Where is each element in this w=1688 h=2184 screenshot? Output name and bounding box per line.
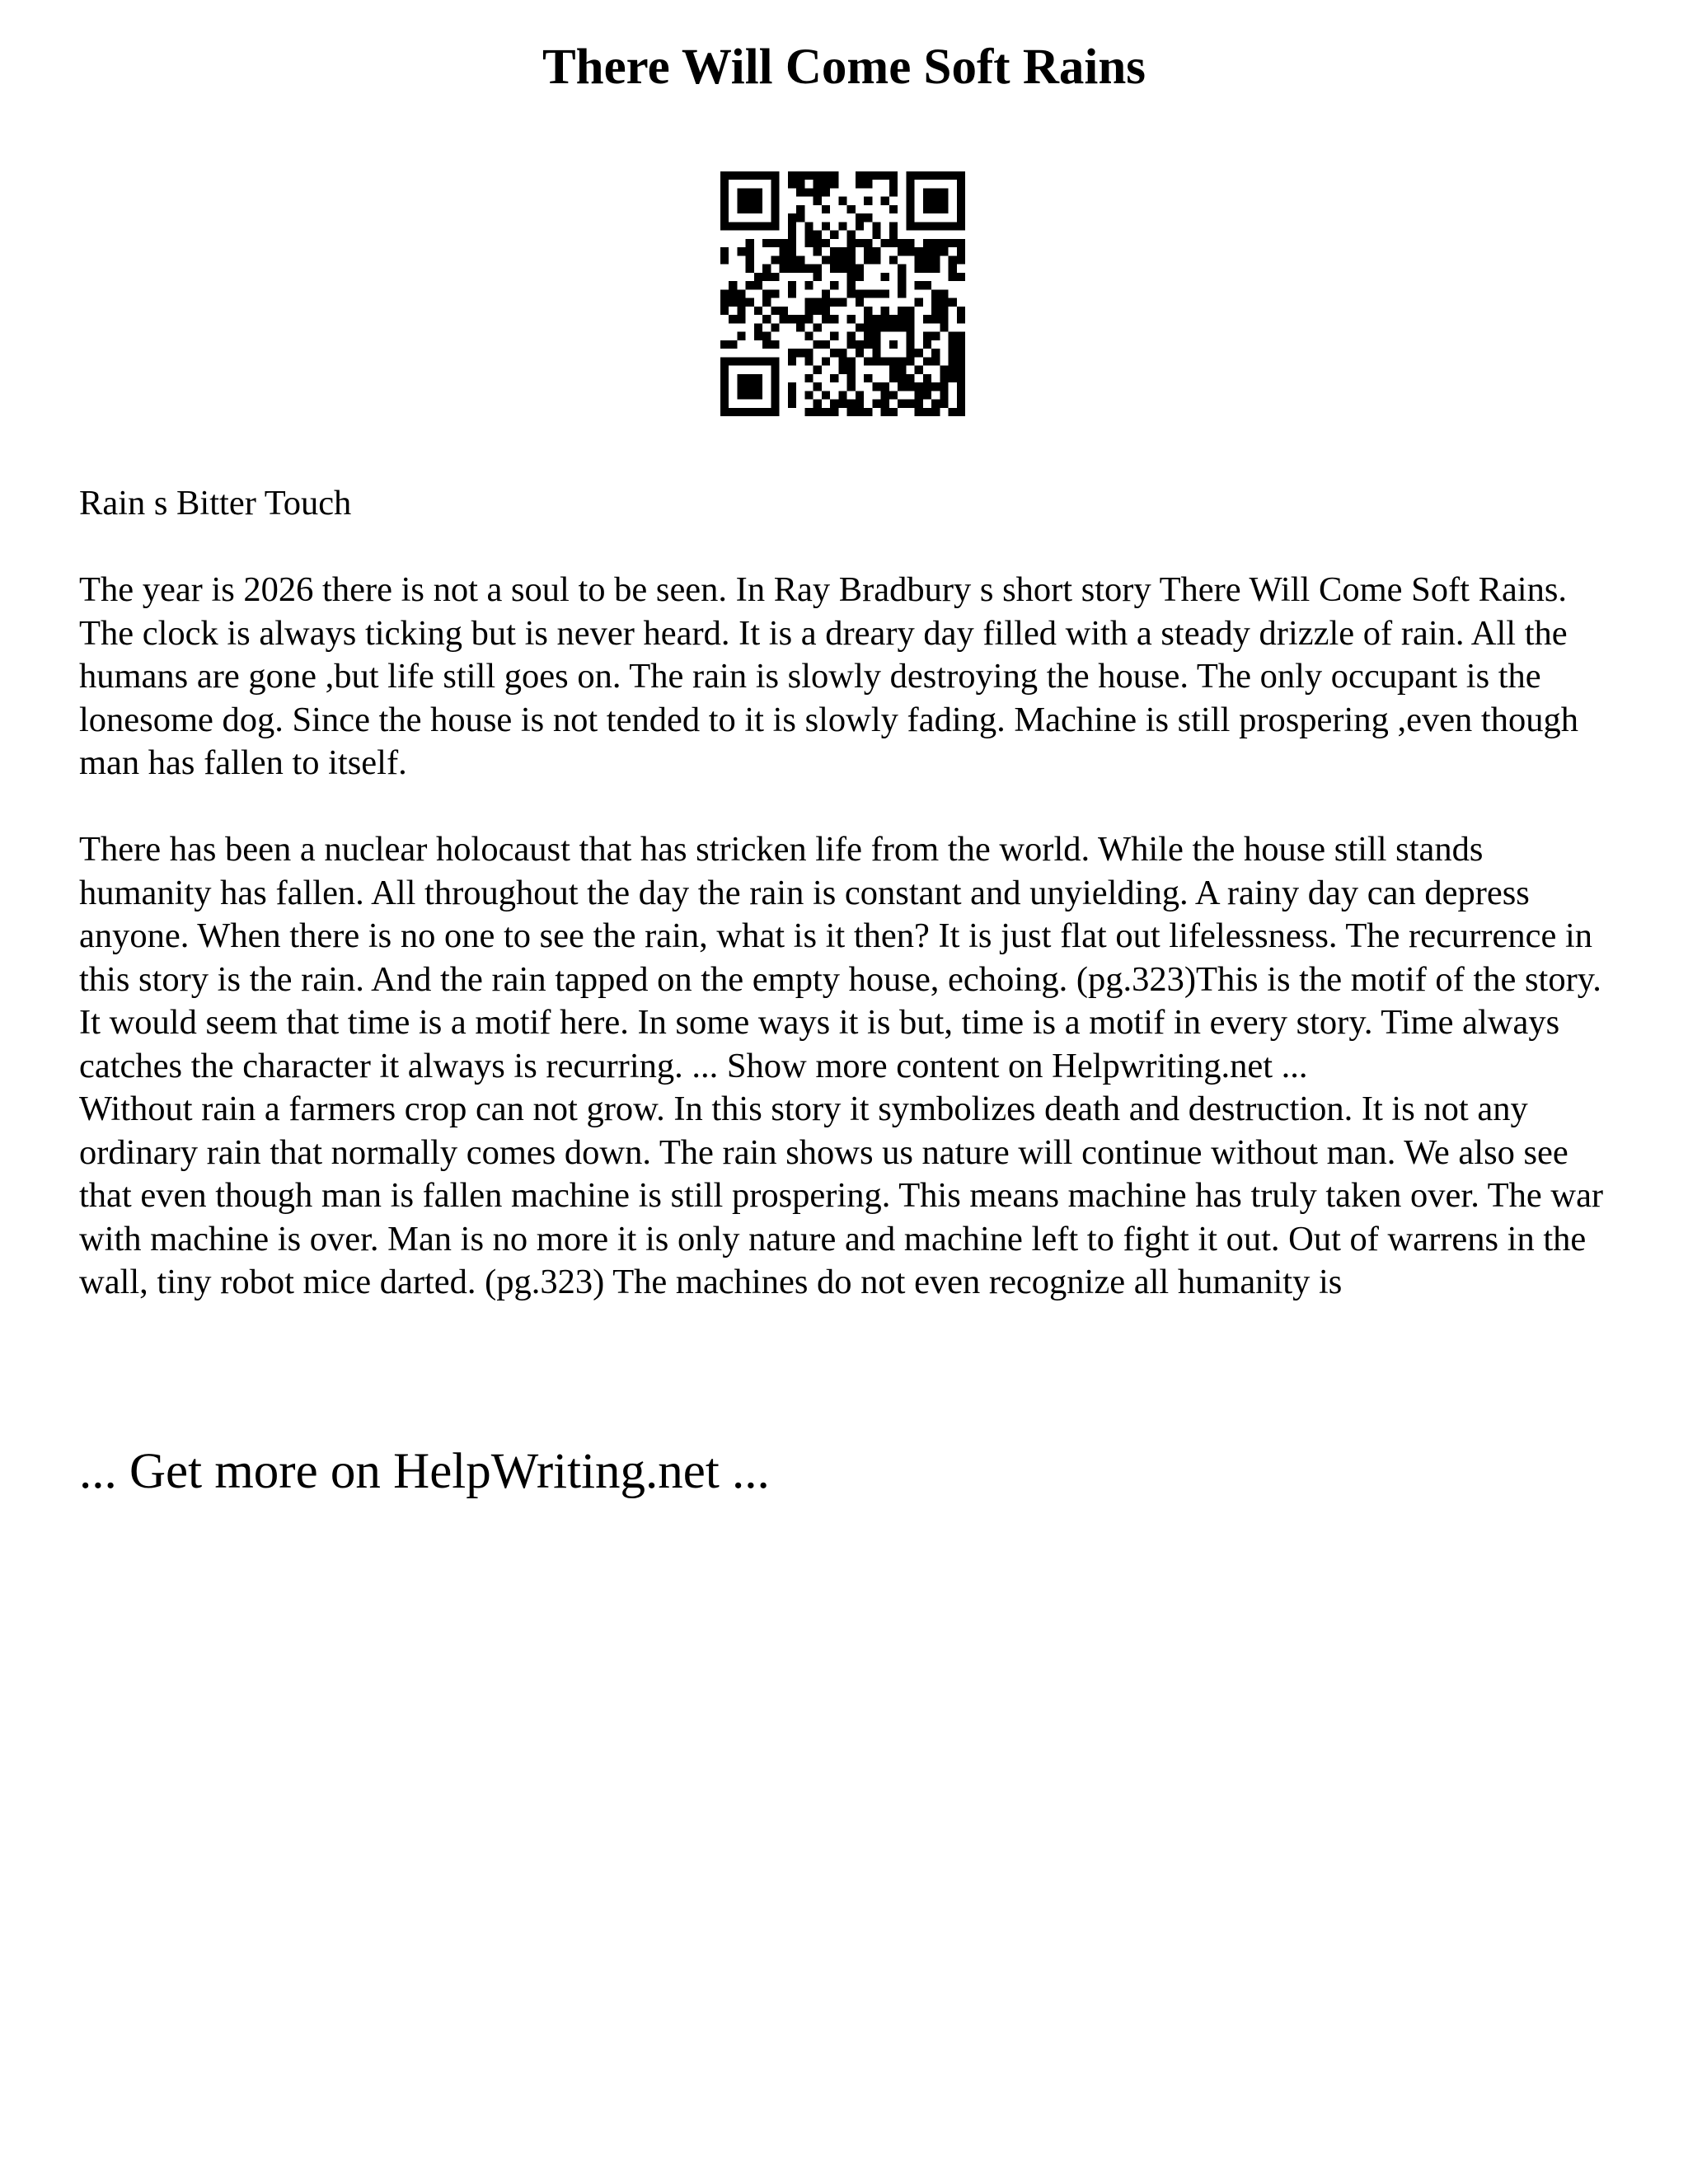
qr-code-icon [720, 171, 965, 416]
helpwriting-link[interactable]: ... Get more on HelpWriting.net ... [79, 1444, 770, 1499]
paragraph-3: Without rain a farmers crop can not grow. In this story it symbolizes death and destruction. It is not any ordinary rain that normally comes down. The rain shows us nature will continue without man. We also see that even though man is fallen machine is still prospering. This means machine has truly taken over. The war with machine is over. Man is no more it is only nature and machine left to fight it out. Out of warrens in the wall, tiny robot mice darted. (pg.323) The machines do not even recognize all humanity is [79, 1090, 1604, 1301]
document-title: There Will Come Soft Rains [542, 40, 1146, 95]
paragraph-1: The year is 2026 there is not a soul to be seen. In Ray Bradbury s short story There Will Come Soft Rains. The clock is always ticking but is never heard. It is a dreary day filled with a steady drizzle of rain. All the humans are gone ,but life still goes on. The rain is slowly destroying the house. The only occupant is the lonesome dog. Since the house is not tended to it is slowly fading. Machine is still prospering ,even though man has fallen to itself. [79, 570, 1578, 782]
subtitle: Rain s Bitter Touch [79, 484, 352, 523]
document-body [79, 482, 1620, 1305]
paragraph-2: There has been a nuclear holocaust that has stricken life from the world. While the house still stands humanity has fallen. All throughout the day the rain is constant and unyielding. A rainy day can depress anyone. When there is no one to see the rain, what is it then? It is just flat out lifelessness. The recurrence in this story is the rain. And the rain tapped on the empty house, echoing. (pg.323)This is the motif of the story. It would seem that time is a motif here. In some ways it is but, time is a motif in every story. Time always catches the character it always is recurring. ... Show more content on Helpwriting.net ... [79, 830, 1601, 1085]
